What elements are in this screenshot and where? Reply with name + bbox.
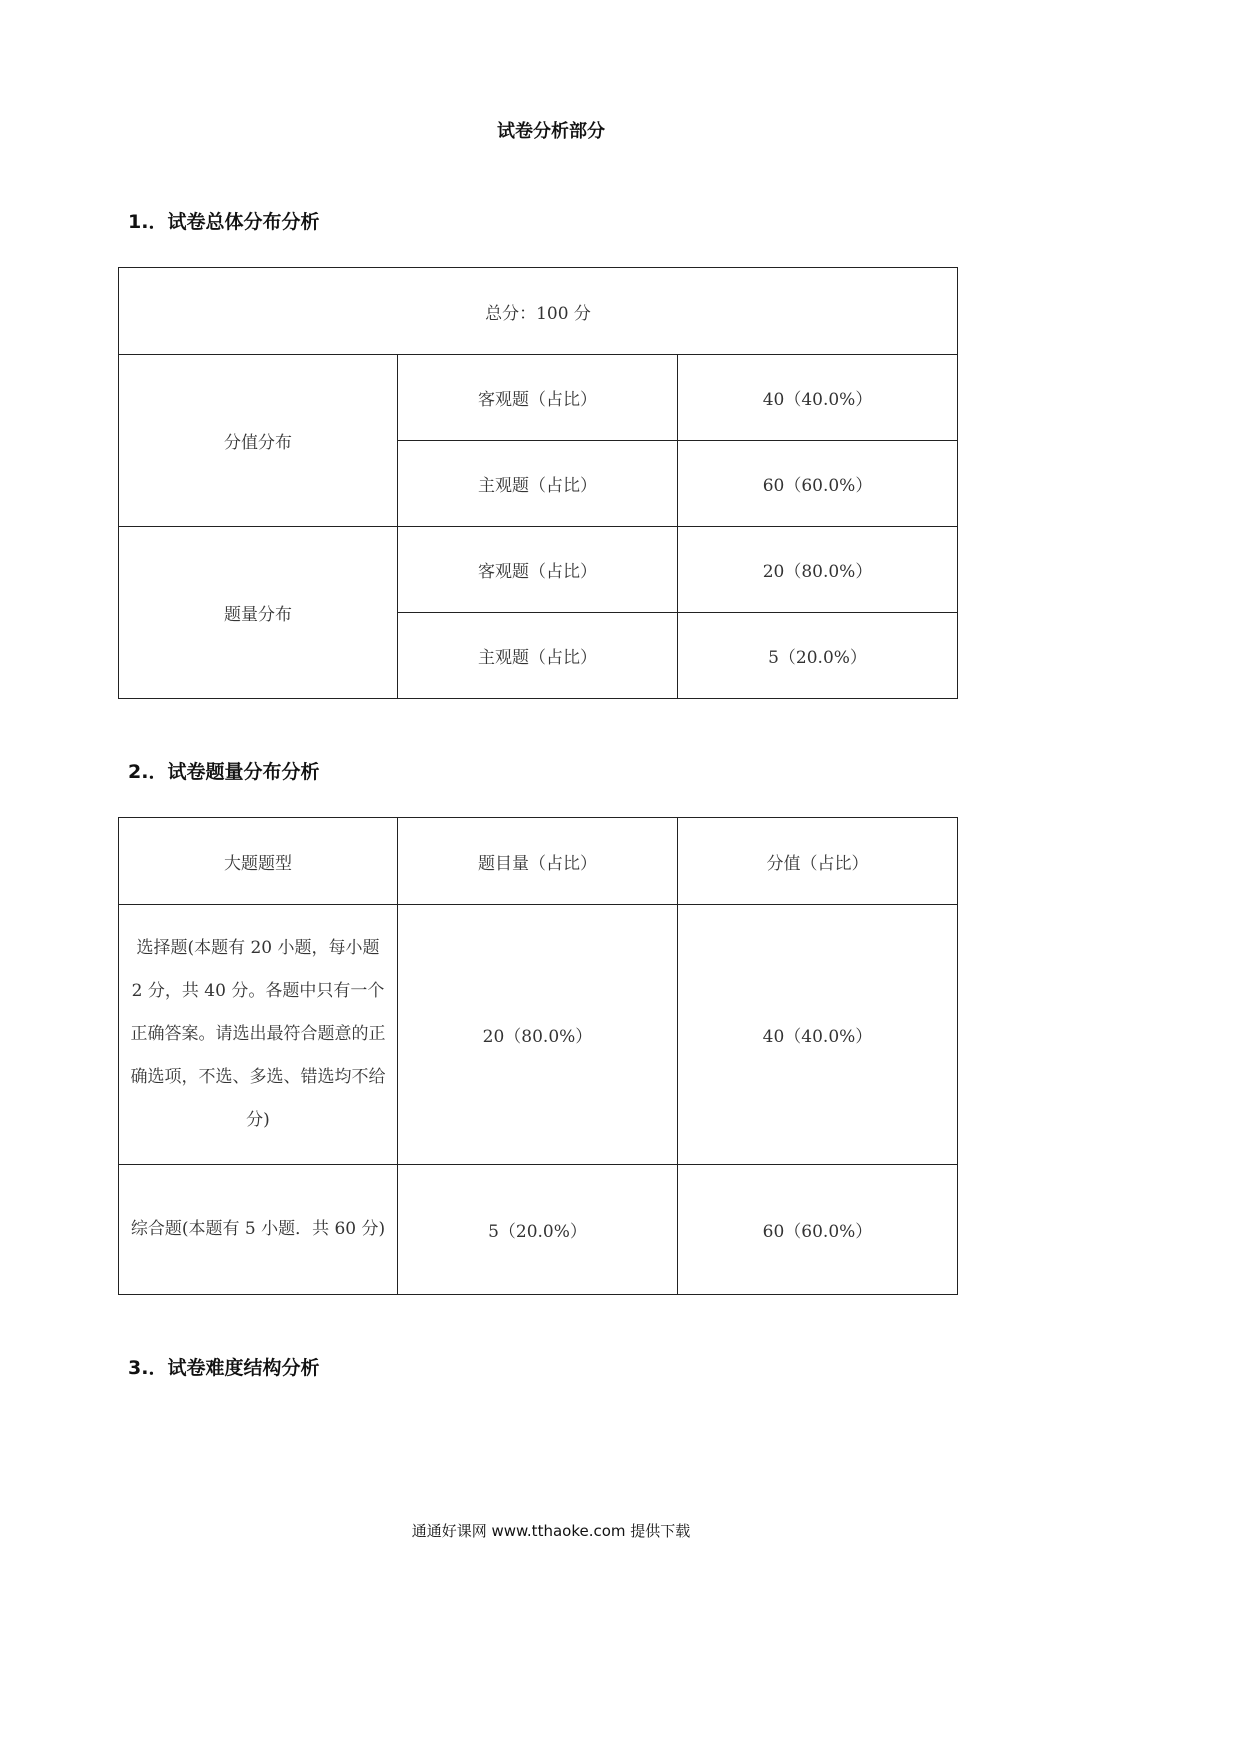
type-cell: 主观题（占比）: [398, 613, 678, 699]
overall-distribution-table: [118, 267, 958, 699]
section-heading-1: 1.．试卷总体分布分析: [128, 211, 320, 233]
score-cell: 60（60.0%）: [678, 1165, 958, 1295]
total-score-cell: 总分：100 分: [119, 268, 958, 355]
footer-source: 通通好课网 www.tthaoke.com 提供下载: [411, 1522, 691, 1540]
question-type-cell: 选择题(本题有 20 小题，每小题 2 分，共 40 分。各题中只有一个正确答案。请选出最符合题意的正确选项，不选、多选、错选均不给分): [119, 905, 398, 1165]
section-heading-2: 2.．试卷题量分布分析: [128, 761, 320, 783]
value-cell: 5（20.0%）: [678, 613, 958, 699]
value-cell: 20（80.0%）: [678, 527, 958, 613]
score-cell: 40（40.0%）: [678, 905, 958, 1165]
group-label-quantity-distribution: 题量分布: [119, 527, 398, 699]
question-type-cell: 综合题(本题有 5 小题．共 60 分): [119, 1165, 398, 1295]
group-label-score-distribution: 分值分布: [119, 355, 398, 527]
header-question-count: 题目量（占比）: [398, 818, 678, 905]
question-distribution-table: [118, 817, 958, 1295]
question-count-cell: 20（80.0%）: [398, 905, 678, 1165]
question-count-cell: 5（20.0%）: [398, 1165, 678, 1295]
type-cell: 客观题（占比）: [398, 355, 678, 441]
value-cell: 60（60.0%）: [678, 441, 958, 527]
header-question-type: 大题题型: [119, 818, 398, 905]
section-heading-3: 3.．试卷难度结构分析: [128, 1357, 320, 1379]
type-cell: 客观题（占比）: [398, 527, 678, 613]
page-title: 试卷分析部分: [497, 121, 605, 142]
type-cell: 主观题（占比）: [398, 441, 678, 527]
header-score: 分值（占比）: [678, 818, 958, 905]
value-cell: 40（40.0%）: [678, 355, 958, 441]
